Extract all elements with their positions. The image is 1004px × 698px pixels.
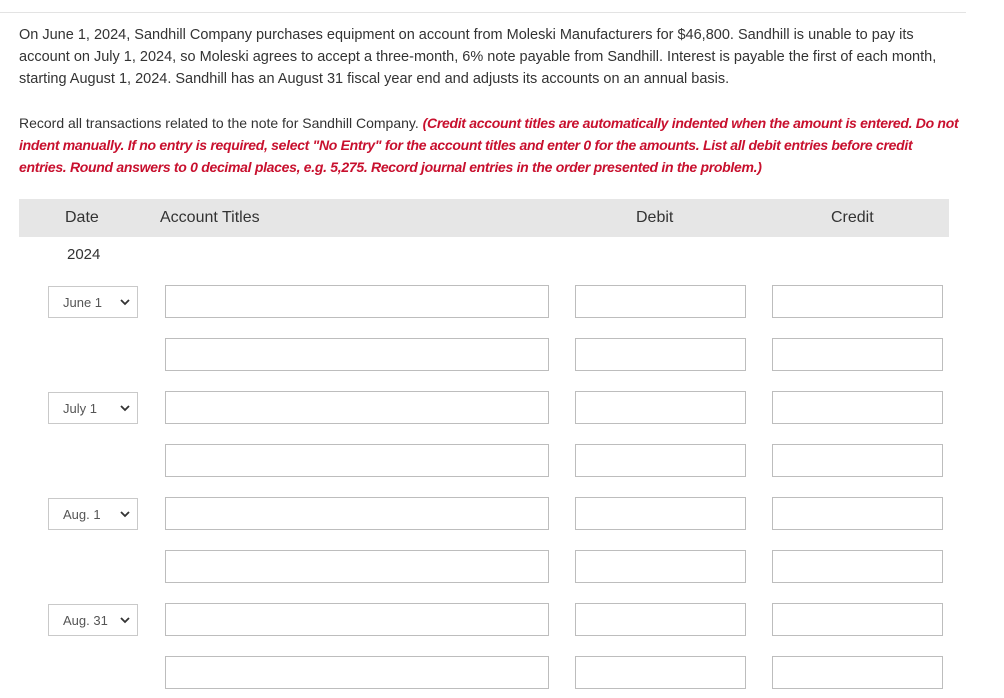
account-title-input[interactable] (165, 497, 549, 530)
date-select-july-1[interactable] (48, 392, 138, 424)
chevron-down-icon (119, 613, 131, 627)
debit-input[interactable] (575, 497, 746, 530)
date-select-value: Aug. 1 (63, 506, 101, 522)
top-divider (0, 12, 966, 13)
chevron-down-icon (119, 295, 131, 309)
header-account-titles: Account Titles (160, 209, 260, 226)
account-title-input[interactable] (165, 603, 549, 636)
account-title-input[interactable] (165, 285, 549, 318)
credit-input[interactable] (772, 444, 943, 477)
credit-input[interactable] (772, 603, 943, 636)
debit-input[interactable] (575, 391, 746, 424)
debit-input[interactable] (575, 656, 746, 689)
instructions (19, 112, 959, 178)
chevron-down-icon (119, 401, 131, 415)
header-date: Date (65, 209, 99, 226)
date-select-value: July 1 (63, 400, 97, 416)
credit-input[interactable] (772, 497, 943, 530)
debit-input[interactable] (575, 285, 746, 318)
date-select-aug-31[interactable] (48, 604, 138, 636)
chevron-down-icon (119, 507, 131, 521)
credit-input[interactable] (772, 285, 943, 318)
account-title-input[interactable] (165, 656, 549, 689)
year-label: 2024 (67, 246, 101, 263)
debit-input[interactable] (575, 550, 746, 583)
account-title-input[interactable] (165, 338, 549, 371)
problem-statement: On June 1, 2024, Sandhill Company purchases equipment on account from Moleski Manufacturers for $46,800. Sandhill is unable to pay its account on July 1, 2024, so Moleski agrees to accept a three-month, 6% note payable from Sandhill. Interest is payable the first of each month, starting August 1, 2024. Sandhill has an August 31 fiscal year end and adjusts its accounts on an annual basis. (19, 27, 937, 87)
account-title-input[interactable] (165, 444, 549, 477)
date-select-june-1[interactable] (48, 286, 138, 318)
date-select-aug-1[interactable] (48, 498, 138, 530)
debit-input[interactable] (575, 444, 746, 477)
instructions-note: (Credit account titles are automatically indented when the amount is entered. Do not indent manually. If no entry is required, select "No Entry" for the account titles and enter 0 for the amounts. List all debit entries before credit entries. Round answers to 0 decimal places, e.g. 5,275. Record journal entries in the order presented in the problem.) (19, 115, 959, 175)
account-title-input[interactable] (165, 391, 549, 424)
date-select-value: June 1 (63, 294, 103, 310)
debit-input[interactable] (575, 603, 746, 636)
credit-input[interactable] (772, 656, 943, 689)
date-select-value: Aug. 31 (63, 612, 108, 628)
credit-input[interactable] (772, 550, 943, 583)
journal-table-header (19, 199, 949, 237)
account-title-input[interactable] (165, 550, 549, 583)
header-credit: Credit (831, 209, 874, 226)
credit-input[interactable] (772, 391, 943, 424)
header-debit: Debit (636, 209, 674, 226)
credit-input[interactable] (772, 338, 943, 371)
debit-input[interactable] (575, 338, 746, 371)
instructions-lead: Record all transactions related to the note for Sandhill Company. (19, 115, 419, 131)
